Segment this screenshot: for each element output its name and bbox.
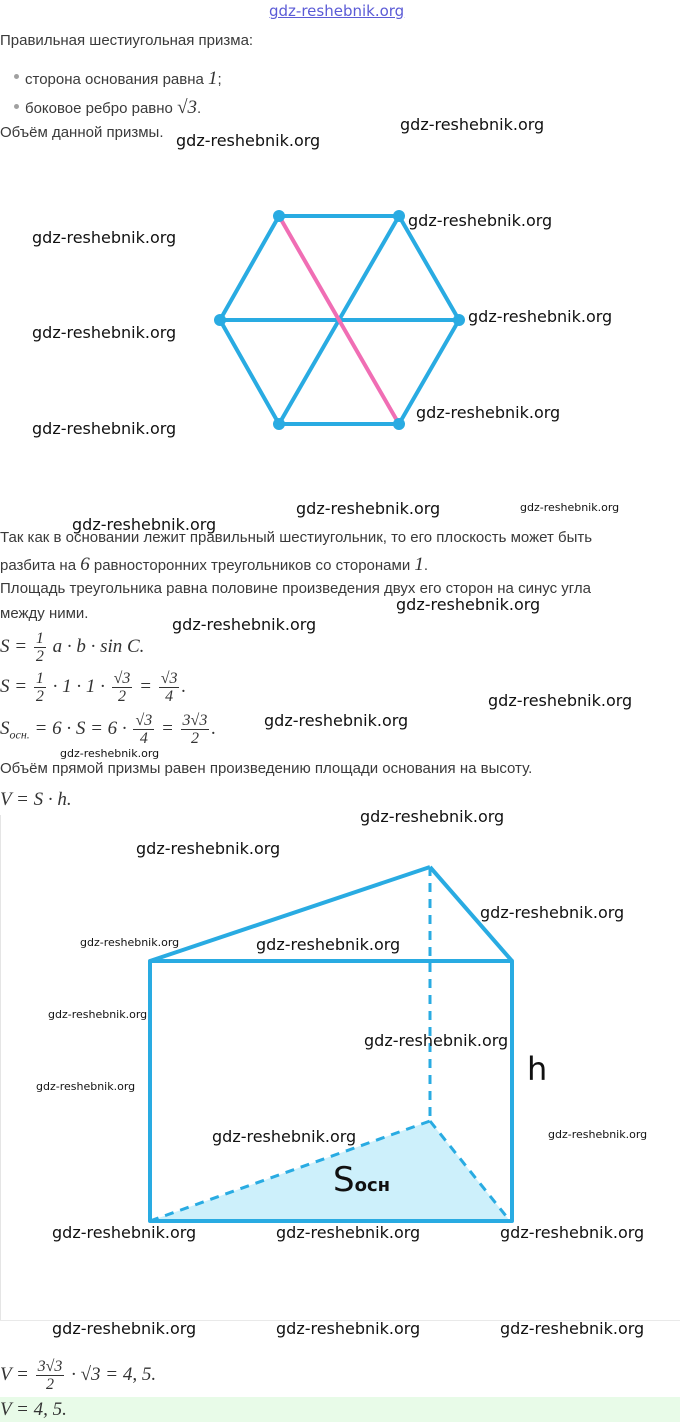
formula-area-triangle: S = $\frac{1}{2}$ · 1 · 1 · $\frac{√3}{2}$ = $\frac{√3}{4}$ . [0,670,187,705]
watermark: gdz-reshebnik.org [360,807,505,826]
problem-item-side: сторона основания равна 1; [25,68,222,89]
watermark: gdz-reshebnik.org [500,1223,645,1242]
watermark: gdz-reshebnik.org [408,211,553,230]
watermark: gdz-reshebnik.org [36,1080,136,1093]
watermark: gdz-reshebnik.org [212,1127,357,1146]
formula-volume-result: V = $\frac{3√3}{2}$ · √3 = 4, 5. [0,1358,157,1393]
watermark: gdz-reshebnik.org [136,839,281,858]
vertex-point [393,418,405,430]
watermark: gdz-reshebnik.org [480,903,625,922]
solution-p2b: между ними. [0,605,89,622]
height-label: h [527,1050,548,1088]
vertex-point [273,418,285,430]
watermark: gdz-reshebnik.org [264,711,409,730]
watermark: gdz-reshebnik.org [32,323,177,342]
watermark: gdz-reshebnik.org [468,307,613,326]
watermark: gdz-reshebnik.org [400,115,545,134]
bullet-icon [14,104,19,109]
watermark: gdz-reshebnik.org [520,501,620,514]
watermark: gdz-reshebnik.org [256,935,401,954]
watermark: gdz-reshebnik.org [72,515,217,534]
problem-intro: Правильная шестиугольная призма: [0,32,254,49]
solution-p1: Так как в основании лежит правильный шестиугольник, то его плоскость может быть [0,529,593,546]
solution-p2: Площадь треугольника равна половине произведения двух его сторон на синус угла [0,580,591,597]
vertex-point [273,210,285,222]
base-area-label: Sосн [333,1160,391,1200]
problem-item-edge: боковое ребро равно √3. [25,97,202,118]
watermark: gdz-reshebnik.org [488,691,633,710]
problem-question: Объём данной призмы. [0,124,164,141]
watermark: gdz-reshebnik.org [276,1319,421,1338]
watermark: gdz-reshebnik.org [80,936,180,949]
solution-p1b: разбита на 6 равносторонних треугольников со сторонами 1. [0,554,429,575]
answer-highlight [0,1397,680,1422]
watermark: gdz-reshebnik.org [32,228,177,247]
watermark: gdz-reshebnik.org [276,1223,421,1242]
watermark: gdz-reshebnik.org [296,499,441,518]
watermark: gdz-reshebnik.org [416,403,561,422]
watermark: gdz-reshebnik.org [48,1008,148,1021]
formula-area-base: $S_{осн.} = 6 \cdot S = 6$ · $\frac{√3}{4}$ = $\frac{3√3}{2}$ . [0,712,217,747]
watermark: gdz-reshebnik.org [60,747,160,760]
vertex-point [214,314,226,326]
formula-volume: V = S · h. [0,789,72,810]
watermark: gdz-reshebnik.org [500,1319,645,1338]
vertex-point [393,210,405,222]
watermark: gdz-reshebnik.org [396,595,541,614]
watermark: gdz-reshebnik.org [52,1223,197,1242]
vertex-point [453,314,465,326]
watermark: gdz-reshebnik.org [364,1031,509,1050]
final-answer: V = 4, 5. [0,1399,67,1420]
watermark: gdz-reshebnik.org [52,1319,197,1338]
bullet-icon [14,74,19,79]
watermark: gdz-reshebnik.org [176,131,321,150]
watermark: gdz-reshebnik.org [172,615,317,634]
watermark: gdz-reshebnik.org [32,419,177,438]
watermark: gdz-reshebnik.org [548,1128,648,1141]
site-header[interactable]: gdz-reshebnik.org [269,2,405,20]
solution-p3: Объём прямой призмы равен произведению площади основания на высоту. [0,760,533,777]
formula-area-general: S = $\frac{1}{2}$ a · b · sin C. [0,630,145,665]
